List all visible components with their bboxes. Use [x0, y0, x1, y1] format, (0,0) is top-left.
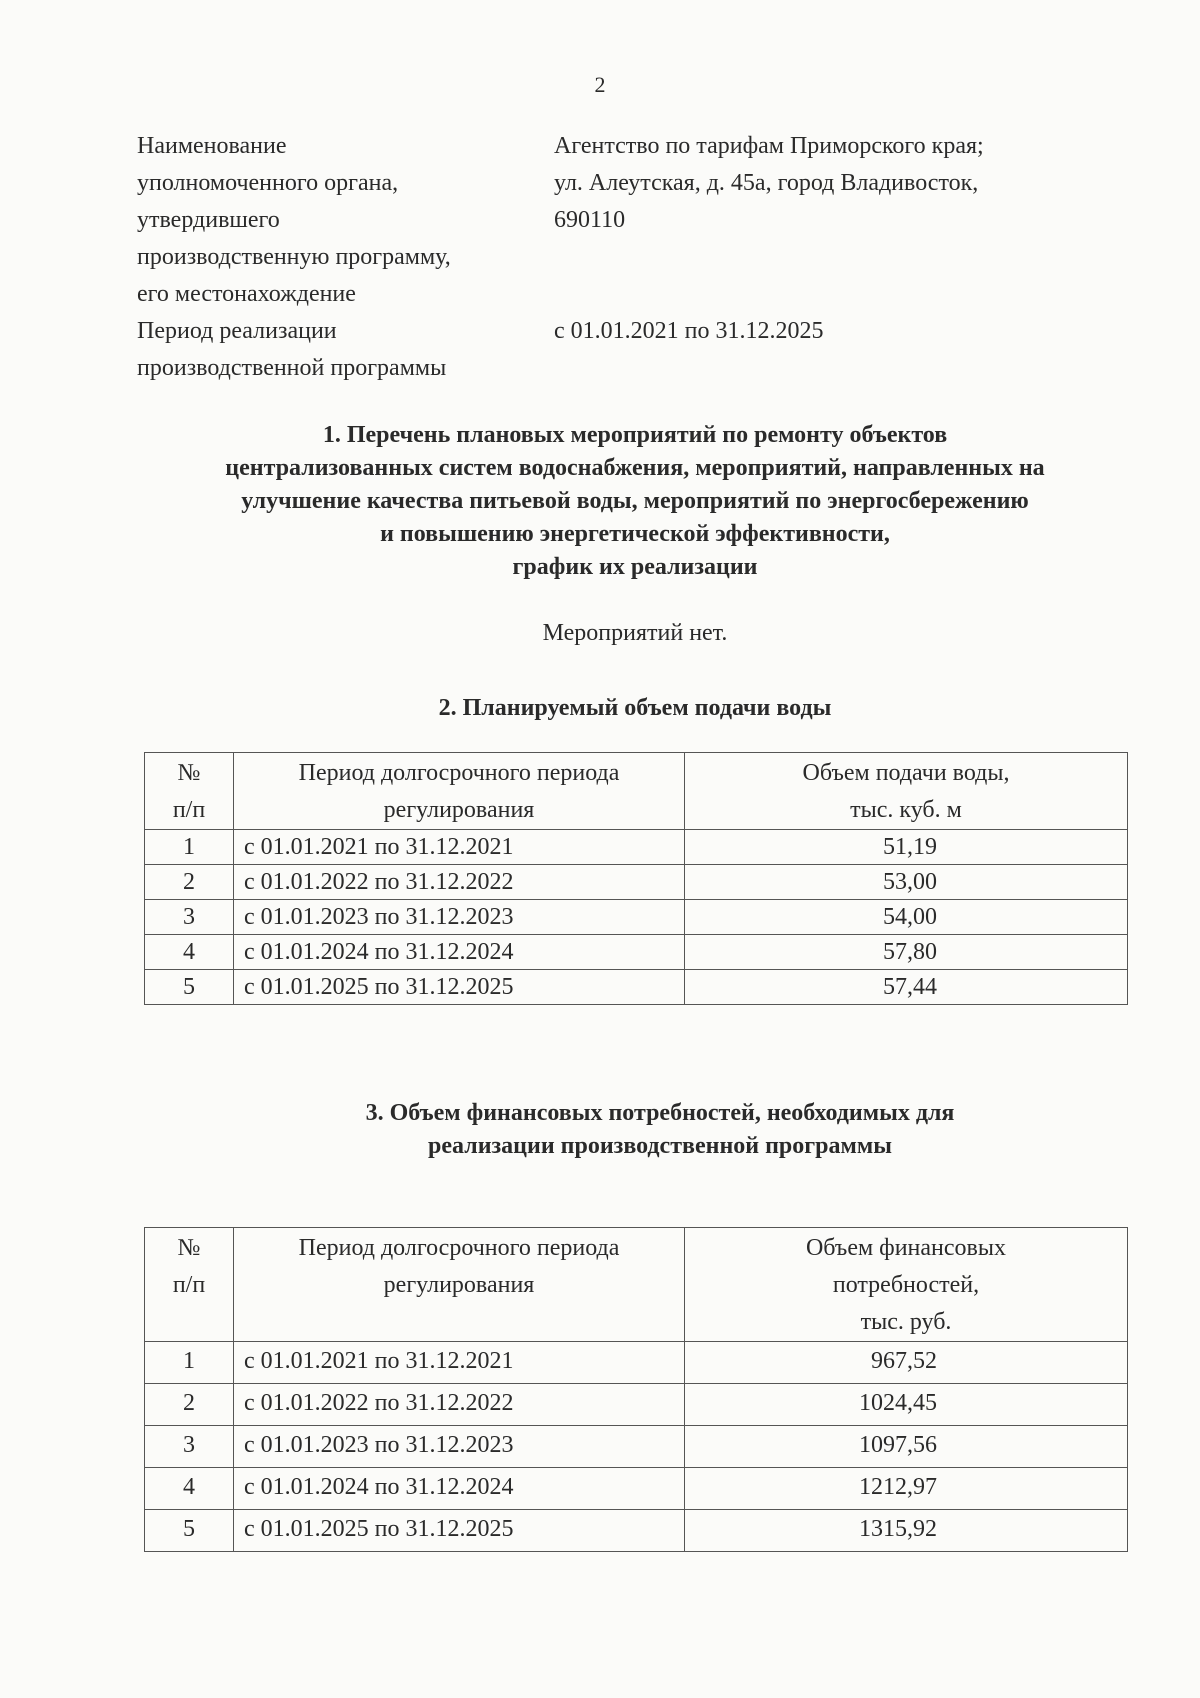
- header-num: № п/п: [145, 753, 234, 830]
- table-row: 4 с 01.01.2024 по 31.12.2024 57,80: [145, 935, 1128, 970]
- financial-needs-table: [144, 1227, 1128, 1552]
- section2-title: 2. Планируемый объем подачи воды: [438, 695, 832, 721]
- header-period: Период долгосрочного периода регулирования: [234, 753, 685, 830]
- no-measures-note: Мероприятий нет.: [542, 620, 728, 646]
- table-row: 1 с 01.01.2021 по 31.12.2021 967,52: [145, 1342, 1128, 1384]
- section1-title: 1. Перечень плановых мероприятий по ремонту объектов централизованных систем водоснабжения, мероприятий, направленных на улучшение качества питьевой воды, мероприятий по энергосбережению и повышению энергетической эффективности, график их реализации: [225, 422, 1045, 580]
- table-row: 2 с 01.01.2022 по 31.12.2022 1024,45: [145, 1384, 1128, 1426]
- header-volume: Объем подачи воды, тыс. куб. м: [685, 753, 1128, 830]
- table-row: 3 с 01.01.2023 по 31.12.2023 54,00: [145, 900, 1128, 935]
- section3-title: 3. Объем финансовых потребностей, необходимых для реализации производственной программы: [365, 1100, 955, 1159]
- authority-label: Наименование уполномоченного органа, утвердившего производственную программу, его местонахождение: [137, 133, 451, 307]
- period-label: Период реализации производственной программы: [137, 318, 447, 381]
- table-row: 5 с 01.01.2025 по 31.12.2025 57,44: [145, 970, 1128, 1005]
- table-header-row: [145, 1228, 1128, 1342]
- header-period: Период долгосрочного периода регулирования: [234, 1228, 685, 1342]
- table-row: 3 с 01.01.2023 по 31.12.2023 1097,56: [145, 1426, 1128, 1468]
- program-info: [137, 128, 1117, 387]
- period-value: с 01.01.2021 по 31.12.2025: [554, 318, 824, 344]
- table-header-row: [145, 753, 1128, 830]
- table-row: 5 с 01.01.2025 по 31.12.2025 1315,92: [145, 1510, 1128, 1552]
- authority-row: [137, 128, 1117, 313]
- page-number: 2: [594, 72, 606, 97]
- header-financial-volume: Объем финансовых потребностей, тыс. руб.: [685, 1228, 1128, 1342]
- table-row: 2 с 01.01.2022 по 31.12.2022 53,00: [145, 865, 1128, 900]
- table-row: 4 с 01.01.2024 по 31.12.2024 1212,97: [145, 1468, 1128, 1510]
- water-volume-table: [144, 752, 1128, 1005]
- table-row: 1 с 01.01.2021 по 31.12.2021 51,19: [145, 830, 1128, 865]
- authority-value: Агентство по тарифам Приморского края; ул. Алеутская, д. 45а, город Владивосток, 690110: [554, 133, 984, 233]
- header-num: № п/п: [145, 1228, 234, 1342]
- period-row: [137, 313, 1117, 387]
